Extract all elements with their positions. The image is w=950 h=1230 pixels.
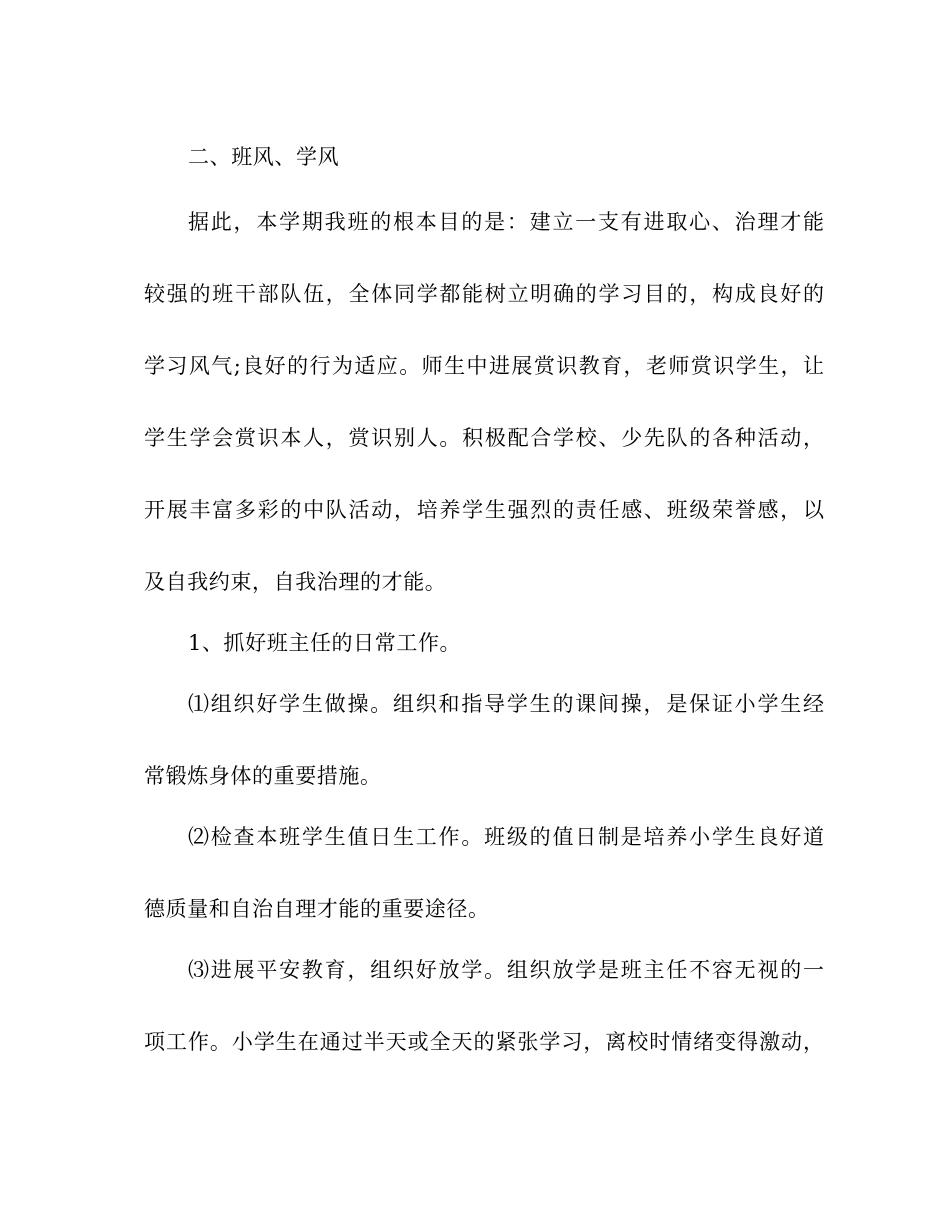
- paragraph-line: 学生学会赏识本人，赏识别人。积极配合学校、少先队的各种活动，: [144, 426, 824, 450]
- paragraph-line: 德质量和自治自理才能的重要途径。: [144, 897, 490, 921]
- paragraph-line: 常锻炼身体的重要措施。: [144, 764, 382, 788]
- paragraph-line: 较强的班干部队伍，全体同学都能树立明确的学习目的，构成良好的: [144, 282, 824, 306]
- section-heading: 二、班风、学风: [188, 145, 340, 169]
- paragraph-line: ⑶进展平安教育，组织好放学。组织放学是班主任不容无视的一: [188, 958, 824, 982]
- paragraph-line: ⑵检查本班学生值日生工作。班级的值日制是培养小学生良好道: [188, 825, 824, 849]
- paragraph-line: 及自我约束，自我治理的才能。: [144, 570, 447, 594]
- paragraph-line: 学习风气;良好的行为适应。师生中进展赏识教育，老师赏识学生，让: [144, 354, 824, 378]
- list-item-heading: 1、抓好班主任的日常工作。: [188, 631, 462, 655]
- paragraph-line: ⑴组织好学生做操。组织和指导学生的课间操，是保证小学生经: [188, 692, 824, 716]
- paragraph-line: 据此，本学期我班的根本目的是：建立一支有进取心、治理才能: [188, 210, 824, 234]
- paragraph-line: 开展丰富多彩的中队活动，培养学生强烈的责任感、班级荣誉感，以: [144, 498, 824, 522]
- paragraph-line: 项工作。小学生在通过半天或全天的紧张学习，离校时情绪变得激动，: [144, 1030, 824, 1054]
